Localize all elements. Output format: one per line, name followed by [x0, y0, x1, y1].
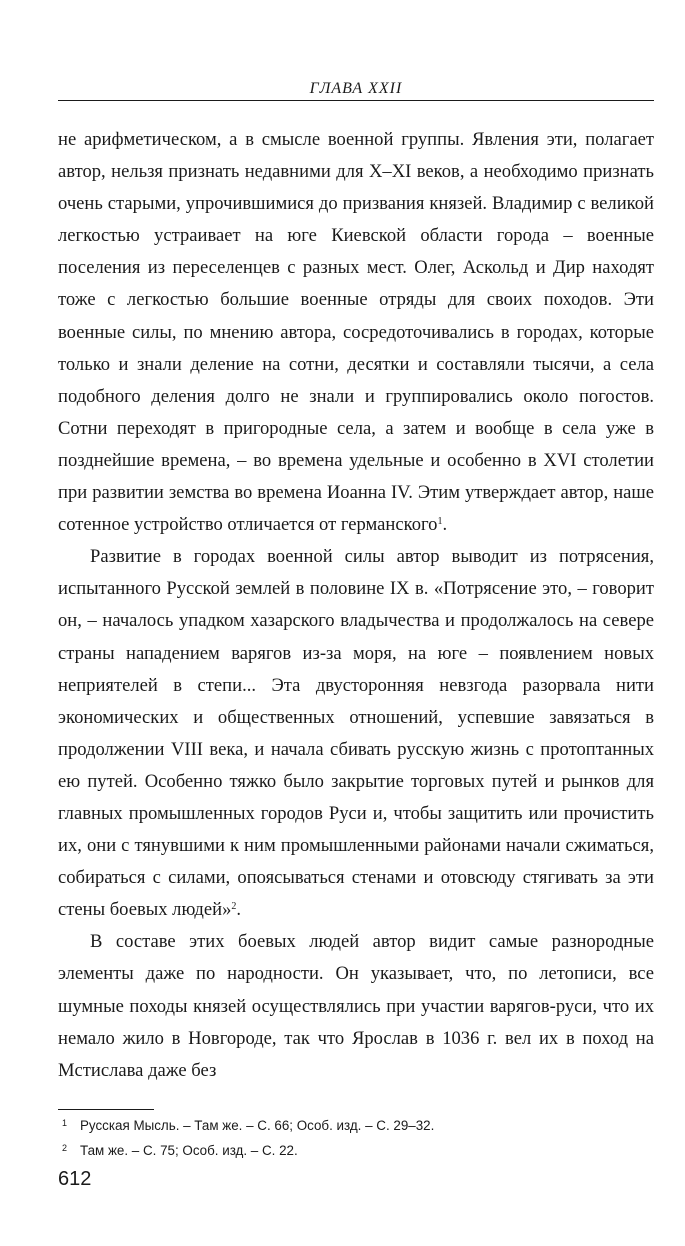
footnote-number: 1: [62, 1118, 68, 1128]
footnotes: [58, 1114, 654, 1164]
paragraph-3: [58, 926, 654, 1086]
main-text: [58, 124, 654, 1087]
footnote-ref-1[interactable]: 1: [437, 516, 443, 528]
paragraph-2-text: Развитие в городах военной силы автор выводит из потрясения, испытанного Русской землей в половине IX в. «Потрясение это, – говорит он, – началось упадком хазарского владычества и продолжалось на севере страны нападением варягов из-за моря, на юге – появлением новых неприятелей в степи... Эта двусторонняя невзгода разорвала нити экономических и общественных отношений, успевшие завязаться в продолжении VIII века, и начала сбивать русскую жизнь с протоптанных ею путей. Особенно тяжко было закрытие торговых путей и рынков для главных промышленных городов Руси и, чтобы защитить или прочистить их, они с тянувшими к ним промышленными районами начали сжиматься, собираться с силами, опоясываться стенами и отовсюду стягивать за эти стены боевых людей»: [58, 546, 654, 921]
paragraph-2: Развитие в городах военной силы автор выводит из потрясения, испытанного Русской землей в половине IX в. «Потрясение это, – говорит он, – началось упадком хазарского владычества и продолжалось на севере страны нападением варягов из-за моря, на юге – появлением новых неприятелей в степи... Эта двусторонняя невзгода разорвала нити экономических и общественных отношений, успевшие завязаться в продолжении VIII века, и начала сбивать русскую жизнь с протоптанных ею путей. Особенно тяжко было закрытие торговых путей и рынков для главных промышленных городов Руси и, чтобы защитить или прочистить их, они с тянувшими к ним промышленными районами начали сжиматься, собираться с силами, опоясываться стенами и отовсюду стягивать за эти стены боевых людей»$^2$.: [58, 546, 654, 921]
paragraph-1: не арифметическом, а в смысле военной группы. Явления эти, полагает автор, нельзя признать недавними для X–XI веков, а необходимо признать очень старыми, упрочившимися до призвания князей. Владимир с великой легкостью устраивает на юге Киевской области города – военные поселения из переселенцев с разных мест. Олег, Аскольд и Дир находят тоже с легкостью большие военные отряды для своих походов. Эти военные силы, по мнению автора, сосредоточивались в городах, которые только и знали деление на сотни, десятки и составляли тысячи, а села подобного деления долго не знали и группировались около погостов. Сотни переходят в пригородные села, а затем и вообще в села уже в позднейшие времена, – во времена удельные и особенно в XVI столетии при развитии земства во времена Иоанна IV. Этим утверждает автор, наше сотенное устройство отличается от германского$^1$.: [58, 129, 654, 536]
page-number: 612: [58, 1168, 92, 1190]
footnote-text: Русская Мысль. – Там же. – С. 66; Особ. изд. – С. 29–32.: [80, 1118, 435, 1133]
footnote-rule: [58, 1109, 154, 1110]
footnote-ref-2[interactable]: 2: [231, 901, 237, 913]
footnote-text: Там же. – С. 75; Особ. изд. – С. 22.: [80, 1143, 298, 1158]
footnote-2: [58, 1139, 654, 1164]
footnote-number: 2: [62, 1143, 68, 1153]
paragraph-3-text: В составе этих боевых людей автор видит самые разнородные элементы даже по народности. Он указывает, что, по летописи, все шумные походы князей осуществлялись при участии варягов-руси, что их немало жило в Новгороде, так что Ярослав в 1036 г. вел их в поход на Мстислава даже без: [58, 931, 654, 1081]
running-title: ГЛАВА XXII: [309, 80, 403, 97]
footnote-1: [58, 1114, 654, 1139]
paragraph-1-text: не арифметическом, а в смысле военной группы. Явления эти, полагает автор, нельзя признать недавними для X–XI веков, а необходимо признать очень старыми, упрочившимися до призвания князей. Владимир с великой легкостью устраивает на юге Киевской области города – военные поселения из переселенцев с разных мест. Олег, Аскольд и Дир находят тоже с легкостью большие военные отряды для своих походов. Эти военные силы, по мнению автора, сосредоточивались в городах, которые только и знали деление на сотни, десятки и составляли тысячи, а села подобного деления долго не знали и группировались около погостов. Сотни переходят в пригородные села, а затем и вообще в села уже в позднейшие времена, – во времена удельные и особенно в XVI столетии при развитии земства во времена Иоанна IV. Этим утверждает автор, наше сотенное устройство отличается от германского: [58, 129, 654, 536]
header-rule: [58, 100, 654, 101]
